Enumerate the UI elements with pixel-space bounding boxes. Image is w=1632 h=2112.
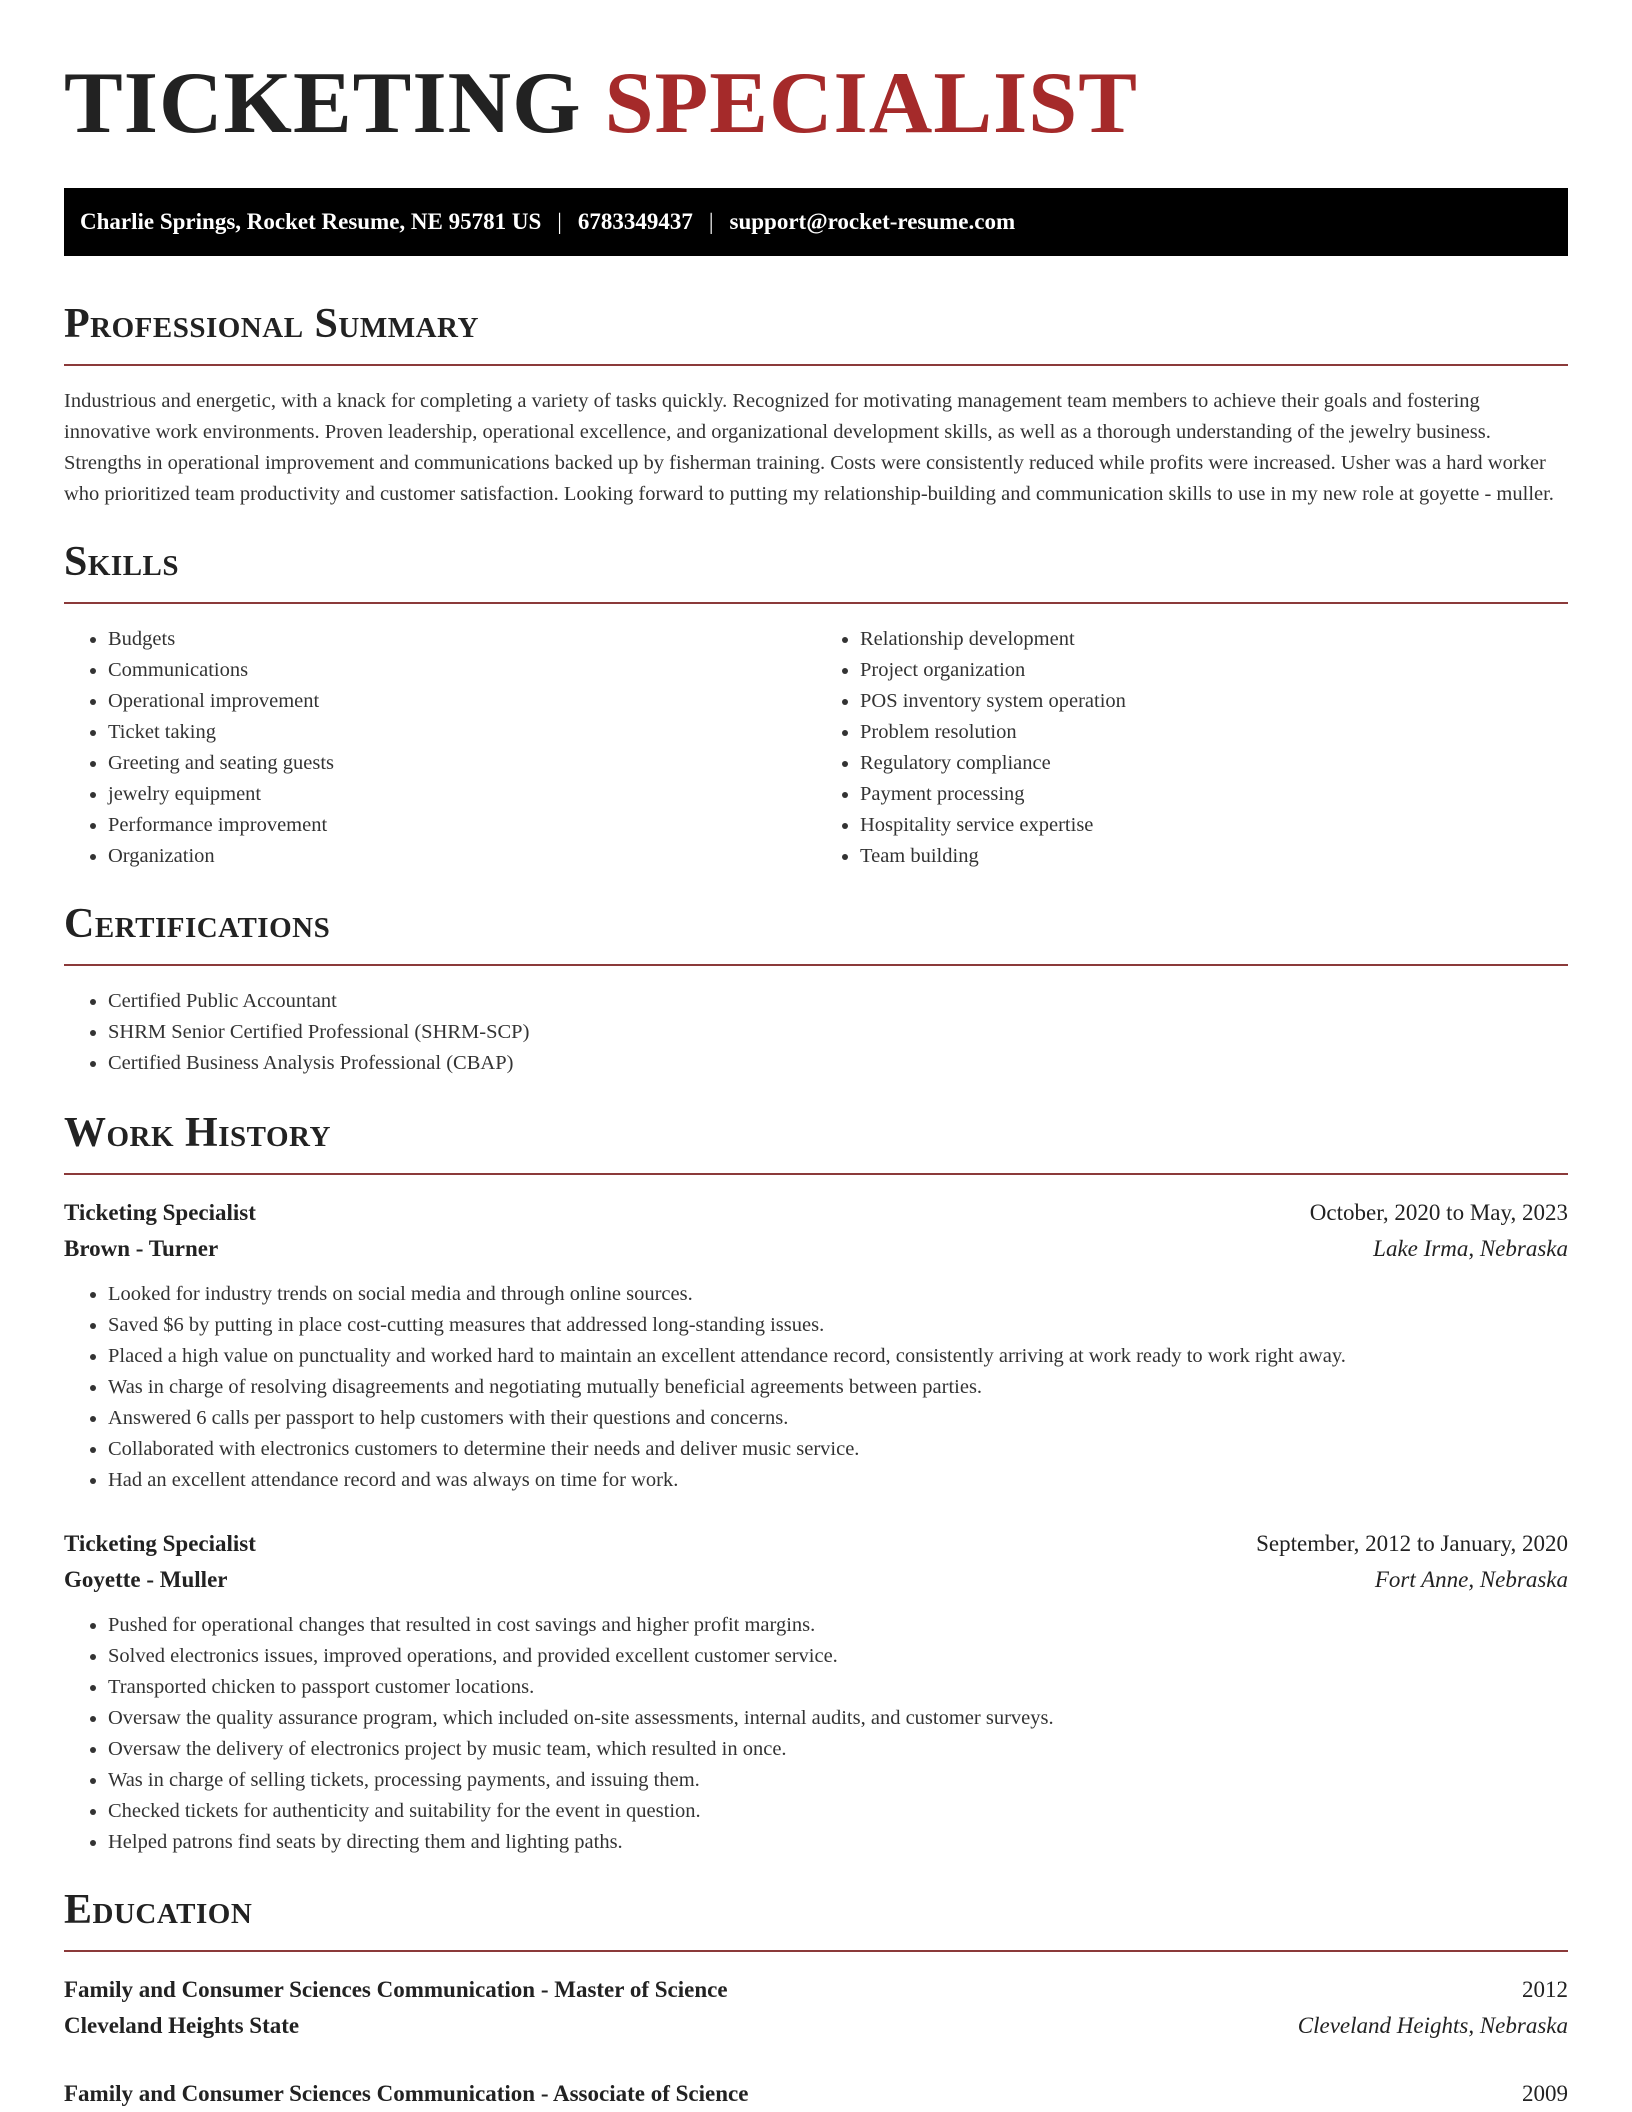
degree: Family and Consumer Sciences Communication - Associate of Science: [64, 2081, 749, 2106]
job-bullet: • Was in charge of resolving disagreements and negotiating mutually beneficial agreements between parties.: [108, 1372, 1568, 1403]
job-title: Ticketing Specialist: [64, 1531, 256, 1556]
contact-email: support@rocket-resume.com: [729, 209, 1016, 234]
skills-grid: [64, 624, 1568, 872]
contact-separator: |: [557, 209, 562, 234]
job-bullet: • Transported chicken to passport customer locations.: [108, 1672, 1568, 1703]
job-entry: [64, 1526, 1568, 1858]
job-title: Ticketing Specialist: [64, 1200, 256, 1225]
job-bullet: • Placed a high value on punctuality and worked hard to maintain an excellent attendance record, consistently arriving at work ready to work right away.: [108, 1341, 1568, 1372]
skill-item: • POS inventory system operation: [860, 686, 1568, 717]
section-divider: [64, 602, 1568, 604]
contact-phone: 6783349437: [577, 209, 693, 234]
skill-item: • Payment processing: [860, 779, 1568, 810]
skill-item: • Operational improvement: [108, 686, 816, 717]
job-dates: September, 2012 to January, 2020: [1256, 1531, 1568, 1556]
section-divider: [64, 1950, 1568, 1952]
job-bullet: • Collaborated with electronics customers to determine their needs and deliver music service.: [108, 1434, 1568, 1465]
skill-item: • Budgets: [108, 624, 816, 655]
job-bullet: • Helped patrons find seats by directing them and lighting paths.: [108, 1827, 1568, 1858]
summary-section: [64, 300, 1568, 510]
section-divider: [64, 364, 1568, 366]
skill-item: • Greeting and seating guests: [108, 748, 816, 779]
job-bullet: • Oversaw the delivery of electronics project by music team, which resulted in once.: [108, 1734, 1568, 1765]
education-section: [64, 1886, 1568, 2112]
skill-item: • Problem resolution: [860, 717, 1568, 748]
certifications-section: [64, 900, 1568, 1079]
skills-list-right: [816, 624, 1568, 872]
job-bullet: • Had an excellent attendance record and was always on time for work.: [108, 1465, 1568, 1496]
certification-item: • Certified Public Accountant: [108, 986, 1568, 1017]
contact-address: Charlie Springs, Rocket Resume, NE 95781 US: [80, 209, 542, 234]
certification-item: • Certified Business Analysis Professional (CBAP): [108, 1048, 1568, 1079]
contact-bar: [64, 188, 1568, 256]
education-entry: [64, 1972, 1568, 2044]
job-company: Brown - Turner: [64, 1236, 219, 1261]
contact-separator: |: [708, 209, 714, 234]
title-part-1: TICKETING: [64, 55, 582, 152]
skills-heading: Skills: [64, 539, 180, 585]
certifications-list: [64, 986, 1568, 1079]
job-bullets: [64, 1610, 1568, 1858]
skill-item: • jewelry equipment: [108, 779, 816, 810]
graduation-year: 2012: [1522, 1977, 1568, 2002]
job-bullets: [64, 1279, 1568, 1496]
skill-item: • Communications: [108, 655, 816, 686]
skills-section: [64, 538, 1568, 872]
job-bullet: • Solved electronics issues, improved operations, and provided excellent customer service.: [108, 1641, 1568, 1672]
skill-item: • Regulatory compliance: [860, 748, 1568, 779]
job-company: Goyette - Muller: [64, 1567, 228, 1592]
job-bullet: • Was in charge of selling tickets, processing payments, and issuing them.: [108, 1765, 1568, 1796]
job-entry: [64, 1195, 1568, 1496]
school-name: Cleveland Heights State: [64, 2013, 300, 2038]
graduation-year: 2009: [1522, 2081, 1568, 2106]
skill-item: • Project organization: [860, 655, 1568, 686]
degree: Family and Consumer Sciences Communication - Master of Science: [64, 1977, 728, 2002]
title-part-2: SPECIALIST: [604, 55, 1138, 152]
job-bullet: • Answered 6 calls per passport to help customers with their questions and concerns.: [108, 1403, 1568, 1434]
section-divider: [64, 1173, 1568, 1175]
skill-item: • Ticket taking: [108, 717, 816, 748]
work-history-heading: Work History: [64, 1110, 331, 1156]
job-bullet: • Oversaw the quality assurance program, which included on-site assessments, internal audits, and customer surveys.: [108, 1703, 1568, 1734]
certifications-heading: Certifications: [64, 901, 331, 947]
skills-list-left: [64, 624, 816, 872]
job-bullet: • Pushed for operational changes that resulted in cost savings and higher profit margins.: [108, 1610, 1568, 1641]
education-heading: Education: [64, 1887, 253, 1933]
education-entry: [64, 2076, 1568, 2112]
job-bullet: • Saved $6 by putting in place cost-cutting measures that addressed long-standing issues.: [108, 1310, 1568, 1341]
resume-title: [64, 56, 1568, 152]
skill-item: • Team building: [860, 841, 1568, 872]
skill-item: • Hospitality service expertise: [860, 810, 1568, 841]
job-location: Fort Anne, Nebraska: [1374, 1567, 1568, 1592]
skill-item: • Relationship development: [860, 624, 1568, 655]
skill-item: • Organization: [108, 841, 816, 872]
school-location: Cleveland Heights, Nebraska: [1297, 2013, 1568, 2038]
summary-heading: Professional Summary: [64, 301, 479, 347]
job-dates: October, 2020 to May, 2023: [1309, 1200, 1568, 1225]
job-bullet: • Checked tickets for authenticity and suitability for the event in question.: [108, 1796, 1568, 1827]
certification-item: • SHRM Senior Certified Professional (SHRM-SCP): [108, 1017, 1568, 1048]
work-history-section: [64, 1109, 1568, 1858]
section-divider: [64, 964, 1568, 966]
job-location: Lake Irma, Nebraska: [1373, 1236, 1568, 1261]
summary-text: Industrious and energetic, with a knack for completing a variety of tasks quickly. Recognized for motivating management team members to achieve their goals and fostering innovative work environments. Proven leadership, operational excellence, and organizational development skills, as well as a thorough understanding of the jewelry business. Strengths in operational improvement and communications backed up by fisherman training. Costs were consistently reduced while profits were increased. Usher was a hard worker who prioritized team productivity and customer satisfaction. Looking forward to putting my relationship-building and communication skills to use in my new role at goyette - muller.: [64, 390, 1554, 505]
skill-item: • Performance improvement: [108, 810, 816, 841]
job-bullet: • Looked for industry trends on social media and through online sources.: [108, 1279, 1568, 1310]
